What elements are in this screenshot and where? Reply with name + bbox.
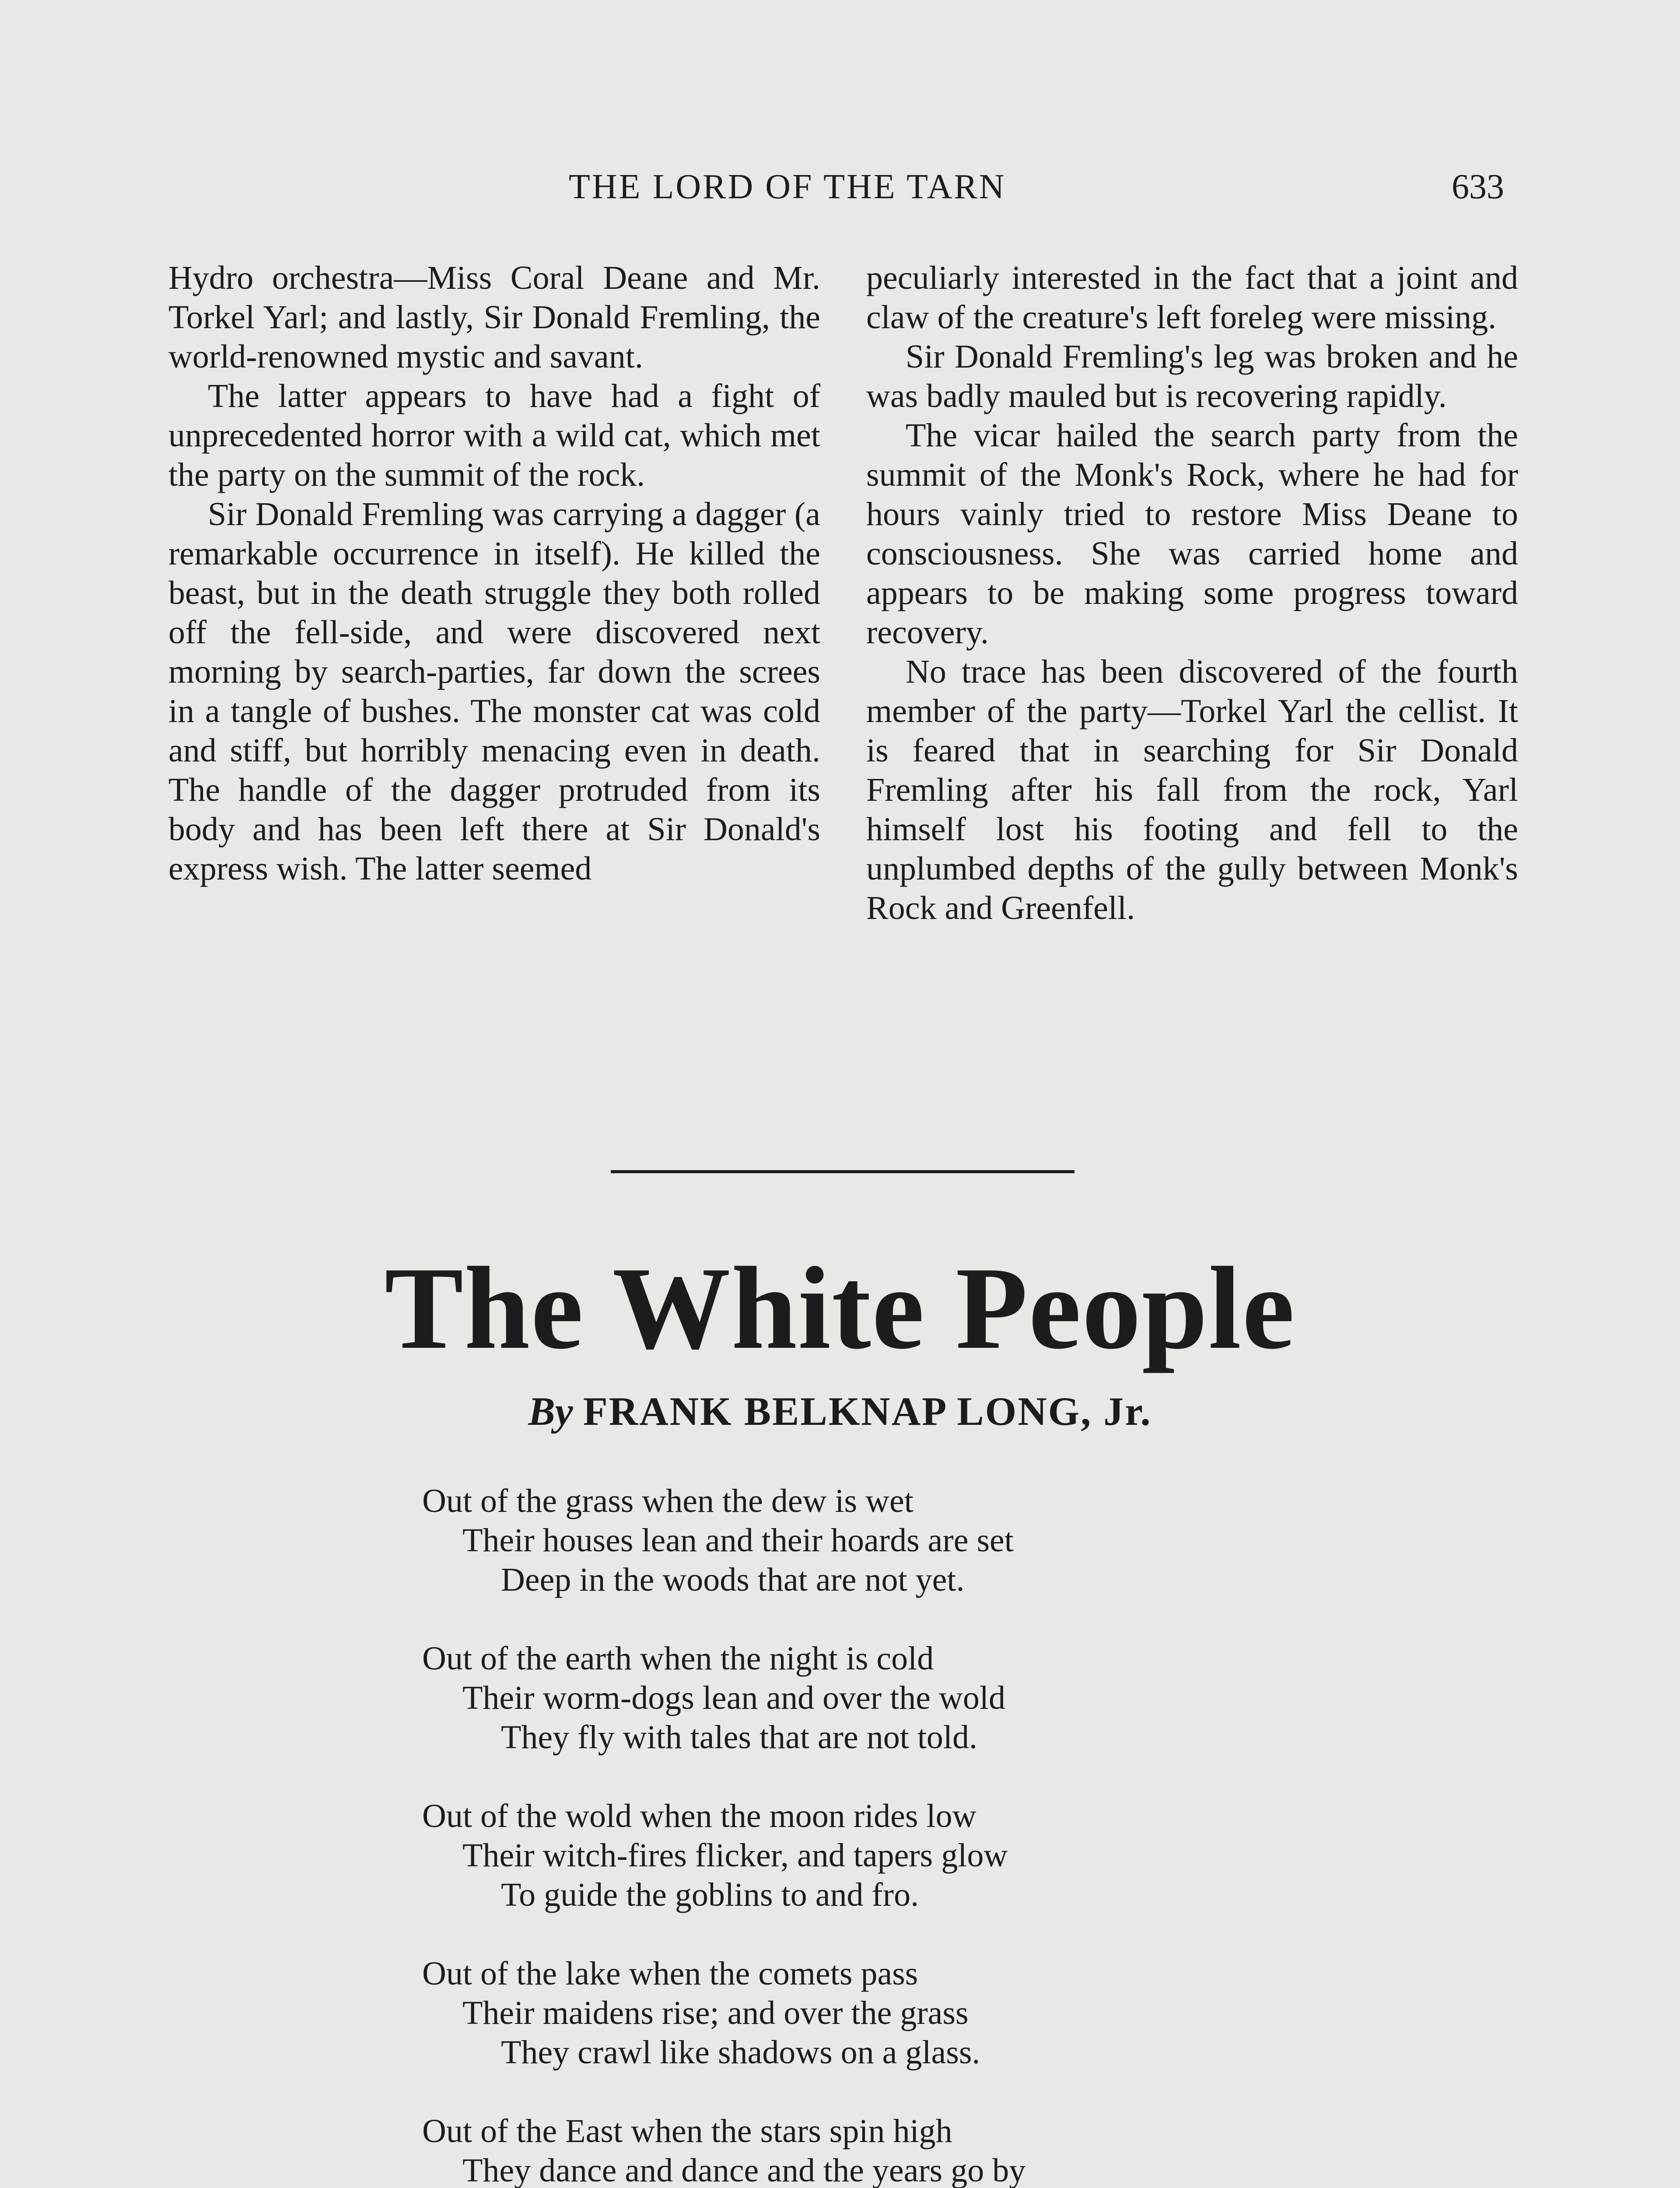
article-columns — [168, 258, 1518, 1090]
left-column — [168, 258, 820, 888]
running-head — [0, 163, 1680, 211]
page-number: 633 — [1452, 168, 1504, 206]
poem-line: Out of the lake when the comets pass — [422, 1955, 918, 1992]
poem-line: They fly with tales that are not told. — [501, 1719, 978, 1756]
stanza — [422, 2111, 1385, 2188]
poem-body — [422, 1481, 1385, 2188]
paragraph: The vicar hailed the search party from the summit of the Monk's Rock, where he had for hours vainly tried to restore Miss Deane to consciousness. She was carried home and appears to be making some progress toward recovery. — [866, 417, 1518, 651]
stanza — [422, 1481, 1385, 1599]
section-divider — [611, 1170, 1074, 1173]
poem-line: Deep in the woods that are not yet. — [501, 1561, 965, 1598]
poem-line: Their witch-fires flicker, and tapers glow — [462, 1837, 1008, 1874]
poem-title: The White People — [385, 1243, 1295, 1374]
paragraph: Sir Donald Fremling's leg was broken and he was badly mauled but is recovering rapidly. — [866, 338, 1518, 414]
poem-line: To guide the goblins to and fro. — [501, 1876, 919, 1913]
paragraph: The latter appears to have had a fight of unprecedented horror with a wild cat, which met the party on the summit of the rock. — [168, 378, 820, 493]
running-title: THE LORD OF THE TARN — [569, 168, 1006, 206]
paragraph: No trace has been discovered of the fourth member of the party—Torkel Yarl the cellist. It is feared that in searching for Sir Donald Fremling after his fall from the rock, Yarl himself lost his footing and fell to the unplumbed depths of the gully between Monk's Rock and Greenfell. — [866, 653, 1518, 926]
poem-line: Out of the earth when the night is cold — [422, 1640, 934, 1677]
paragraph: Hydro orchestra—Miss Coral Deane and Mr. Torkel Yarl; and lastly, Sir Donald Fremling, the world-renowned mystic and savant. — [168, 259, 820, 375]
poem-line: Out of the wold when the moon rides low — [422, 1798, 976, 1834]
poem-line: Out of the East when the stars spin high — [422, 2113, 952, 2149]
author-name: FRANK BELKNAP LONG, Jr. — [583, 1389, 1152, 1434]
poem-line: Their maidens rise; and over the grass — [462, 1995, 969, 2031]
poem-line: Out of the grass when the dew is wet — [422, 1483, 914, 1519]
paragraph: Sir Donald Fremling was carrying a dagger (a remarkable occurrence in itself). He killed the beast, but in the death struggle they both rolled off the fell-side, and were discovered next morning by search-parties, far down the screes in a tangle of bushes. The monster cat was cold and stiff, but horribly menacing even in death. The handle of the dagger protruded from its body and has been left there at Sir Donald's express wish. The latter seemed — [168, 496, 820, 887]
poem-line: Their worm-dogs lean and over the wold — [462, 1680, 1005, 1716]
poem-line: They dance and dance and the years go by — [462, 2152, 1026, 2188]
byline-prefix: By — [528, 1389, 573, 1434]
poem-line: They crawl like shadows on a glass. — [501, 2034, 980, 2071]
paragraph: peculiarly interested in the fact that a joint and claw of the creature's left foreleg were missing. — [866, 259, 1518, 336]
poem-line: Their houses lean and their hoards are set — [462, 1522, 1014, 1559]
stanza — [422, 1796, 1385, 1914]
stanza — [422, 1639, 1385, 1757]
stanza — [422, 1954, 1385, 2072]
byline — [0, 1383, 1680, 1440]
right-column — [866, 258, 1518, 928]
